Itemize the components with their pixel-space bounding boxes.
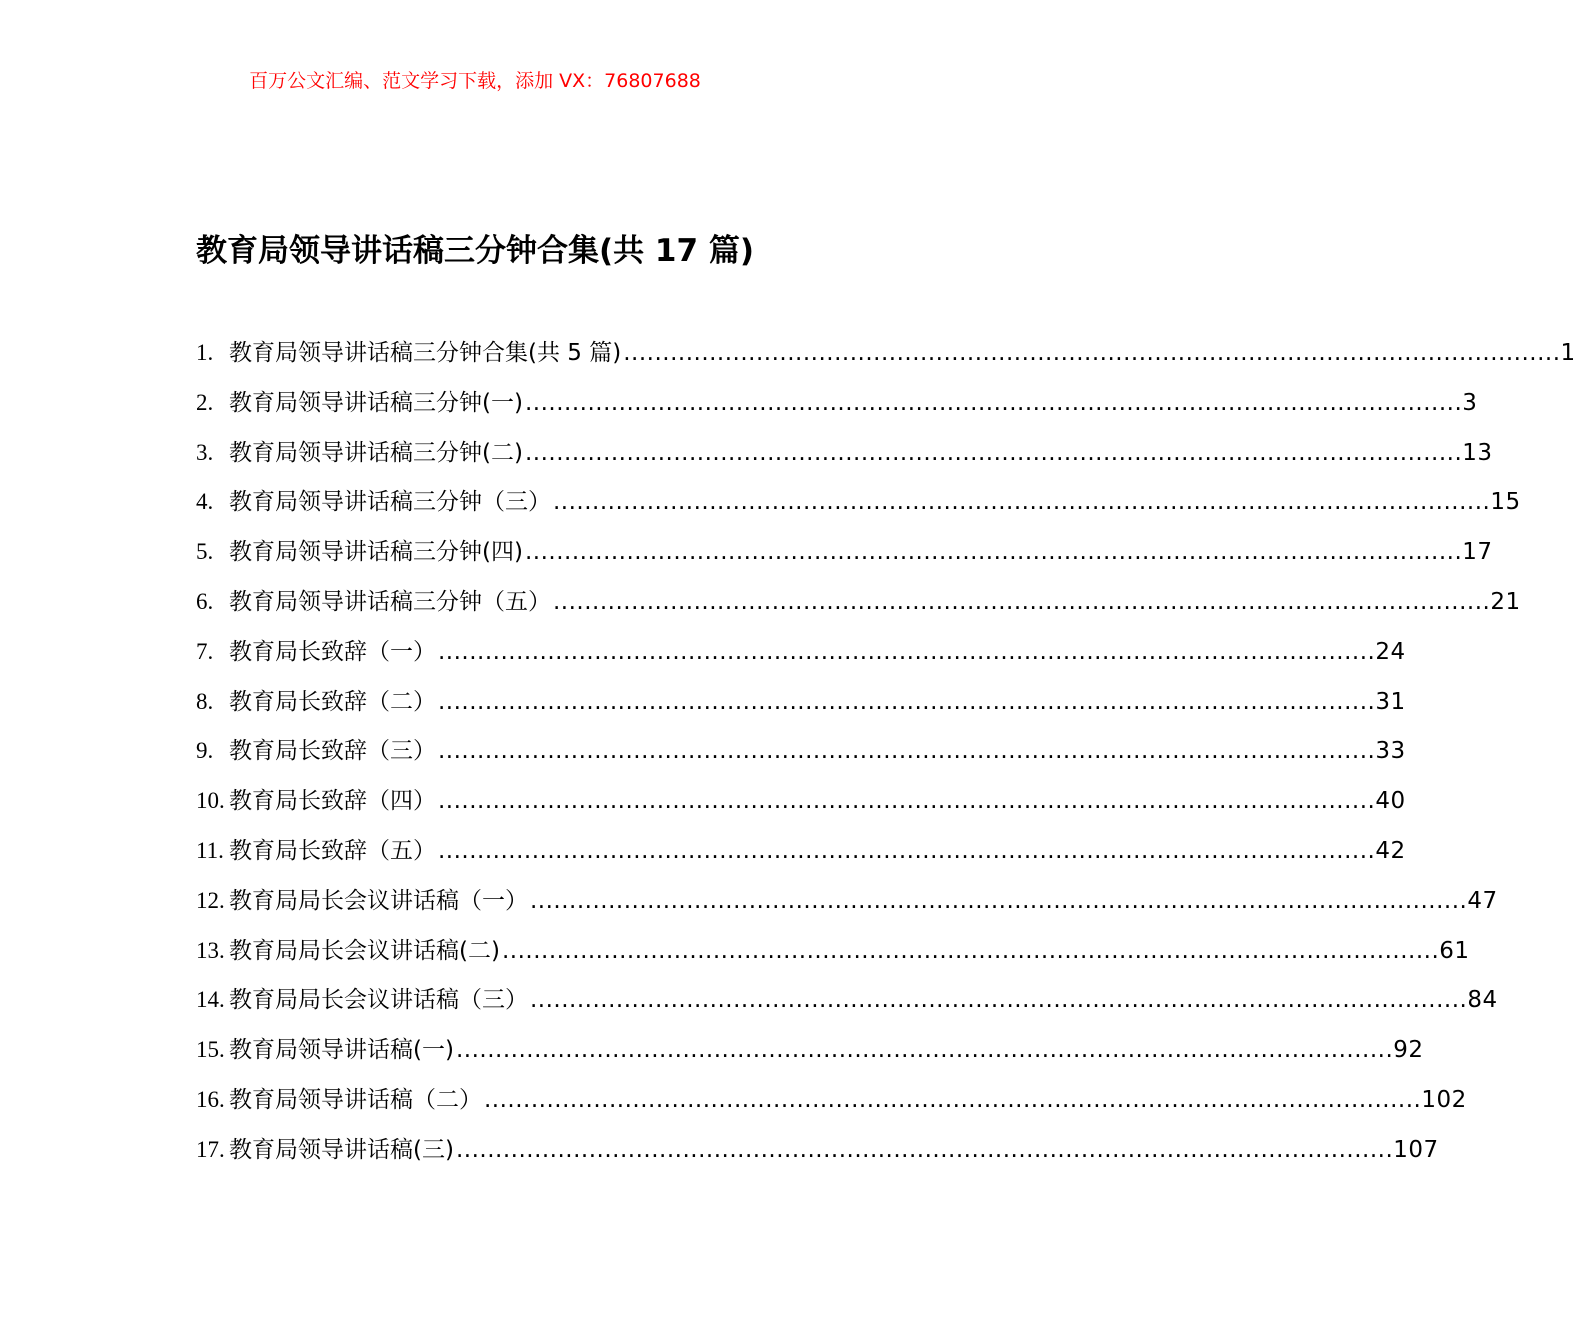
toc-leader-dots: ........................................................................................................................ <box>524 439 1463 466</box>
toc-entry-title: 教育局领导讲话稿三分钟（五） <box>229 588 551 615</box>
toc-entry-page: 42 <box>1375 837 1406 864</box>
toc-entry[interactable] <box>196 378 1478 428</box>
toc-entry-page: 1 <box>1560 340 1576 366</box>
toc-entry-title: 教育局长致辞（四） <box>229 788 436 815</box>
toc-leader-dots: ........................................................................................................................ <box>438 638 1376 665</box>
toc-entry[interactable] <box>196 627 1406 677</box>
toc-entry-page: 24 <box>1375 638 1406 665</box>
toc-entry[interactable] <box>196 577 1521 627</box>
toc-entry-number: 11. <box>196 837 224 863</box>
toc-entry-page: 13 <box>1462 439 1493 466</box>
toc-entry-page: 84 <box>1467 987 1498 1014</box>
toc-leader-dots: ........................................................................................................................ <box>530 987 1468 1014</box>
toc-entry-page: 17 <box>1462 539 1493 566</box>
toc-entry-number: 2. <box>196 389 214 415</box>
toc-leader-dots: ........................................................................................................................ <box>455 1037 1394 1064</box>
toc-entry-number: 7. <box>196 638 214 664</box>
toc-leader-dots: ........................................................................................................................ <box>524 539 1463 566</box>
toc-entry-number: 15. <box>196 1037 225 1063</box>
toc-entry-title: 教育局局长会议讲话稿（一） <box>229 887 528 914</box>
toc-entry-number: 8. <box>196 688 214 714</box>
toc-entry[interactable] <box>196 975 1498 1025</box>
toc-entry-number: 16. <box>196 1086 225 1112</box>
toc-entry-number: 14. <box>196 987 225 1013</box>
toc-leader-dots: ........................................................................................................................ <box>553 489 1491 516</box>
header-note: 百万公文汇编、范文学习下载，添加 VX：76807688 <box>249 70 701 92</box>
toc-entry-title: 教育局长致辞（五） <box>229 837 436 864</box>
toc-leader-dots: ........................................................................................................................ <box>501 937 1440 964</box>
toc-entry-page: 21 <box>1490 588 1521 615</box>
toc-leader-dots: ........................................................................................................................ <box>455 1136 1394 1163</box>
toc-leader-dots: ........................................................................................................................ <box>524 389 1463 416</box>
toc-entry[interactable] <box>196 1025 1424 1075</box>
toc-entry[interactable] <box>196 527 1493 577</box>
toc-entry-page: 92 <box>1393 1037 1424 1064</box>
toc-entry-number: 10. <box>196 788 225 814</box>
toc-leader-dots: ........................................................................................................................ <box>438 837 1376 864</box>
toc-entry[interactable] <box>196 1075 1467 1125</box>
toc-entry-page: 40 <box>1375 788 1406 815</box>
toc-entry-number: 6. <box>196 588 214 614</box>
toc-entry[interactable] <box>196 477 1521 527</box>
toc-leader-dots: ........................................................................................................................ <box>438 738 1376 765</box>
toc-entry[interactable] <box>196 826 1406 876</box>
toc-leader-dots: ........................................................................................................................ <box>438 788 1376 815</box>
toc-entry-number: 4. <box>196 489 214 515</box>
toc-leader-dots: ........................................................................................................................ <box>530 887 1468 914</box>
toc-entry[interactable] <box>196 726 1406 776</box>
toc-leader-dots: ........................................................................................................................ <box>438 688 1376 715</box>
toc-entry-page: 31 <box>1375 688 1406 715</box>
toc-entry-number: 5. <box>196 539 214 565</box>
toc-entry-title: 教育局领导讲话稿三分钟合集(共 5 篇) <box>229 340 622 366</box>
toc-entry-title: 教育局领导讲话稿三分钟(四) <box>229 539 523 566</box>
toc-leader-dots: ........................................................................................................................ <box>553 588 1491 615</box>
toc-entry-number: 1. <box>196 340 214 365</box>
toc-entry-title: 教育局领导讲话稿(一) <box>229 1037 454 1064</box>
toc-entry-page: 3 <box>1462 389 1478 416</box>
toc-entry-number: 17. <box>196 1136 225 1162</box>
toc-entry-page: 61 <box>1439 937 1470 964</box>
toc-leader-dots: ........................................................................................................................ <box>623 340 1561 366</box>
table-of-contents <box>196 328 1576 1175</box>
toc-entry[interactable] <box>196 876 1498 926</box>
toc-entry-title: 教育局长致辞（三） <box>229 738 436 765</box>
toc-entry[interactable] <box>196 328 1576 378</box>
toc-entry[interactable] <box>196 1125 1439 1175</box>
toc-entry-title: 教育局领导讲话稿（二） <box>229 1086 482 1113</box>
toc-entry[interactable] <box>196 776 1406 826</box>
toc-entry-title: 教育局长致辞（一） <box>229 638 436 665</box>
toc-entry-title: 教育局长致辞（二） <box>229 688 436 715</box>
toc-entry-page: 33 <box>1375 738 1406 765</box>
toc-entry-page: 15 <box>1490 489 1521 516</box>
toc-entry-number: 9. <box>196 738 214 764</box>
toc-entry-title: 教育局局长会议讲话稿（三） <box>229 987 528 1014</box>
toc-entry-title: 教育局领导讲话稿三分钟（三） <box>229 489 551 516</box>
toc-leader-dots: ........................................................................................................................ <box>484 1086 1422 1113</box>
toc-entry-page: 107 <box>1393 1136 1439 1163</box>
toc-entry-title: 教育局领导讲话稿三分钟(一) <box>229 389 523 416</box>
toc-entry-page: 47 <box>1467 887 1498 914</box>
toc-entry-number: 13. <box>196 937 225 963</box>
toc-entry-number: 12. <box>196 887 225 913</box>
toc-entry[interactable] <box>196 677 1406 727</box>
toc-entry[interactable] <box>196 926 1470 976</box>
toc-entry-page: 102 <box>1421 1086 1467 1113</box>
toc-entry-title: 教育局局长会议讲话稿(二) <box>229 937 500 964</box>
toc-entry-title: 教育局领导讲话稿(三) <box>229 1136 454 1163</box>
toc-entry[interactable] <box>196 428 1493 478</box>
toc-entry-number: 3. <box>196 439 214 465</box>
toc-entry-title: 教育局领导讲话稿三分钟(二) <box>229 439 523 466</box>
page-title: 教育局领导讲话稿三分钟合集(共 17 篇) <box>195 233 755 269</box>
